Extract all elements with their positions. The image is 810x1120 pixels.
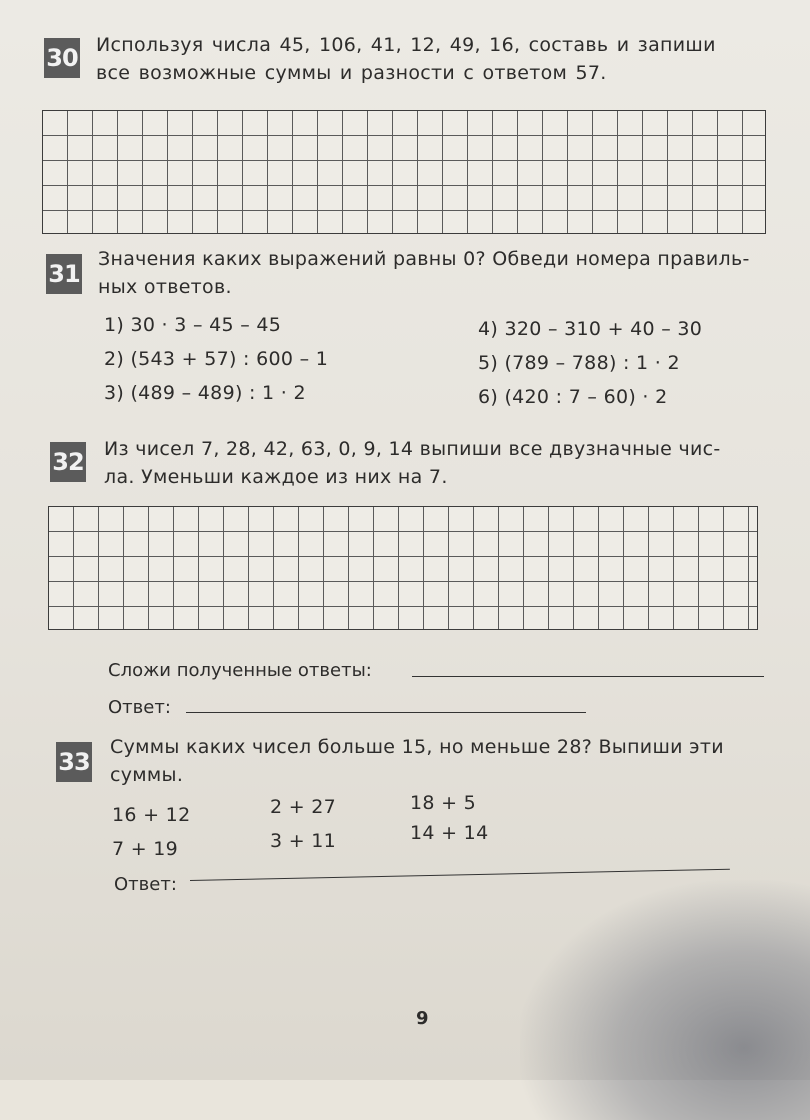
task-30-answer-grid[interactable] xyxy=(42,110,766,234)
task-31-option-5[interactable]: 5) (789 – 788) : 1 · 2 xyxy=(478,352,680,374)
task-31-option-3[interactable]: 3) (489 – 489) : 1 · 2 xyxy=(104,382,306,404)
task-31-option-1[interactable]: 1) 30 · 3 – 45 – 45 xyxy=(104,314,282,336)
task-31-option-2[interactable]: 2) (543 + 57) : 600 – 1 xyxy=(104,348,329,370)
task-32-sum-line[interactable] xyxy=(412,676,764,677)
task-32-text-line-2: ла. Уменьши каждое из них на 7. xyxy=(104,466,448,488)
task-33-expression-3: 2 + 27 xyxy=(270,796,337,818)
task-32-answer-line[interactable] xyxy=(186,712,586,713)
task-32-answer-grid[interactable] xyxy=(48,506,758,630)
task-31-text-line-1: Значения каких выражений равны 0? Обведи номера правиль- xyxy=(98,248,750,270)
task-31-option-4[interactable]: 4) 320 – 310 + 40 – 30 xyxy=(478,318,703,340)
task-33-expression-5: 18 + 5 xyxy=(410,792,477,814)
task-31-number: 31 xyxy=(46,254,82,294)
task-33-expression-6: 14 + 14 xyxy=(410,822,489,844)
task-30-text-line-2: все возможные суммы и разности с ответом 57. xyxy=(96,62,607,84)
task-33-answer-label: Ответ: xyxy=(114,874,177,895)
task-33-text-line-1: Суммы каких чисел больше 15, но меньше 28? Выпиши эти xyxy=(110,736,724,758)
page-number: 9 xyxy=(416,1008,429,1029)
task-32-sum-label: Сложи полученные ответы: xyxy=(108,660,372,681)
task-32-text-line-1: Из чисел 7, 28, 42, 63, 0, 9, 14 выпиши все двузначные чис- xyxy=(104,438,721,460)
task-30-number: 30 xyxy=(44,38,80,78)
task-33-text-line-2: суммы. xyxy=(110,764,184,786)
task-31-text-line-2: ных ответов. xyxy=(98,276,232,298)
hand-shadow xyxy=(520,880,810,1120)
task-33-number: 33 xyxy=(56,742,92,782)
task-32-number: 32 xyxy=(50,442,86,482)
task-32-answer-label: Ответ: xyxy=(108,697,171,718)
task-33-expression-4: 3 + 11 xyxy=(270,830,337,852)
task-30-text-line-1: Используя числа 45, 106, 41, 12, 49, 16, составь и запиши xyxy=(96,34,716,56)
task-33-expression-1: 16 + 12 xyxy=(112,804,191,826)
task-33-expression-2: 7 + 19 xyxy=(112,838,179,860)
task-31-option-6[interactable]: 6) (420 : 7 – 60) · 2 xyxy=(478,386,668,408)
